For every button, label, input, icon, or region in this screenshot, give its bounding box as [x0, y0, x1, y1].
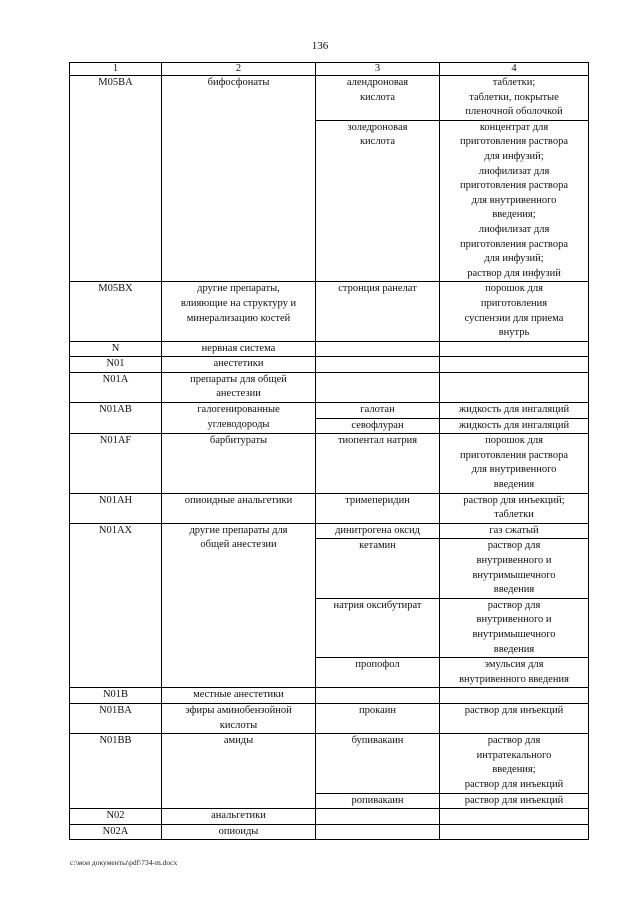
group-name: эфиры аминобензойной кислоты: [162, 703, 316, 733]
group-name: анестетики: [162, 357, 316, 373]
atc-code: N01A: [70, 372, 162, 402]
table-row: [70, 282, 589, 341]
drug-name: севофлуран: [316, 418, 440, 434]
drug-table: [69, 62, 589, 840]
table-row: [70, 403, 589, 419]
atc-code: N01AF: [70, 434, 162, 493]
drug-name: [316, 809, 440, 825]
drug-name: алендроновая кислота: [316, 76, 440, 121]
group-name: опиоиды: [162, 824, 316, 840]
table-row: [70, 434, 589, 493]
drug-name: [316, 688, 440, 704]
dosage-form: концентрат для приготовления раствора для инфузий; лиофилизат для приготовления раствора для внутривенного введения; лиофилизат для приготовления раствора для инфузий; раствор для инфузий: [440, 120, 589, 282]
dosage-form: [440, 372, 589, 402]
dosage-form: [440, 688, 589, 704]
table-row: [70, 809, 589, 825]
table-row: [70, 703, 589, 733]
drug-name: галотан: [316, 403, 440, 419]
dosage-form: таблетки; таблетки, покрытые пленочной оболочкой: [440, 76, 589, 121]
footer-file-path: c:\мои документы\pdf\734-m.docx: [70, 858, 178, 867]
dosage-form: [440, 357, 589, 373]
table-row: [70, 734, 589, 793]
header-col-3: 3: [316, 63, 440, 76]
drug-name: золедроновая кислота: [316, 120, 440, 282]
dosage-form: раствор для интратекального введения; раствор для инъекций: [440, 734, 589, 793]
atc-code: N01AX: [70, 523, 162, 688]
group-name: бифосфонаты: [162, 76, 316, 282]
atc-code: N02A: [70, 824, 162, 840]
header-col-1: 1: [70, 63, 162, 76]
drug-name: натрия оксибутират: [316, 598, 440, 657]
group-name: препараты для общей анестезии: [162, 372, 316, 402]
dosage-form: раствор для инъекций; таблетки: [440, 493, 589, 523]
group-name: другие препараты, влияющие на структуру и минерализацию костей: [162, 282, 316, 341]
dosage-form: порошок для приготовления суспензии для приема внутрь: [440, 282, 589, 341]
drug-name: стронция ранелат: [316, 282, 440, 341]
group-name: барбитураты: [162, 434, 316, 493]
table-row: [70, 341, 589, 357]
atc-code: N01BB: [70, 734, 162, 809]
drug-name: [316, 372, 440, 402]
drug-name: ропивакаин: [316, 793, 440, 809]
atc-code: M05BA: [70, 76, 162, 282]
table-row: [70, 372, 589, 402]
group-name: опиоидные анальгетики: [162, 493, 316, 523]
dosage-form: раствор для внутривенного и внутримышечного введения: [440, 539, 589, 598]
drug-name: динитрогена оксид: [316, 523, 440, 539]
dosage-form: жидкость для ингаляций: [440, 418, 589, 434]
dosage-form: газ сжатый: [440, 523, 589, 539]
atc-code: N02: [70, 809, 162, 825]
dosage-form: порошок для приготовления раствора для внутривенного введения: [440, 434, 589, 493]
group-name: нервная система: [162, 341, 316, 357]
group-name: другие препараты для общей анестезии: [162, 523, 316, 688]
group-name: галогенированные углеводороды: [162, 403, 316, 434]
drug-name: прокаин: [316, 703, 440, 733]
dosage-form: раствор для инъекций: [440, 703, 589, 733]
header-col-2: 2: [162, 63, 316, 76]
table-row: [70, 523, 589, 539]
atc-code: N01B: [70, 688, 162, 704]
page-number: 136: [311, 40, 329, 52]
atc-code: N01AH: [70, 493, 162, 523]
drug-name: [316, 357, 440, 373]
drug-name: тиопентал натрия: [316, 434, 440, 493]
atc-code: N01BA: [70, 703, 162, 733]
dosage-form: эмульсия для внутривенного введения: [440, 658, 589, 688]
dosage-form: [440, 809, 589, 825]
dosage-form: раствор для инъекций: [440, 793, 589, 809]
atc-code: M05BX: [70, 282, 162, 341]
atc-code: N01AB: [70, 403, 162, 434]
group-name: местные анестетики: [162, 688, 316, 704]
table-row: [70, 688, 589, 704]
drug-name: [316, 824, 440, 840]
atc-code: N: [70, 341, 162, 357]
drug-name: пропофол: [316, 658, 440, 688]
drug-name: кетамин: [316, 539, 440, 598]
dosage-form: [440, 341, 589, 357]
table-header-row: [70, 63, 589, 76]
header-col-4: 4: [440, 63, 589, 76]
table-row: [70, 493, 589, 523]
atc-code: N01: [70, 357, 162, 373]
group-name: анальгетики: [162, 809, 316, 825]
drug-name: бупивакаин: [316, 734, 440, 793]
table-row: [70, 824, 589, 840]
group-name: амиды: [162, 734, 316, 809]
drug-name: тримеперидин: [316, 493, 440, 523]
dosage-form: раствор для внутривенного и внутримышечного введения: [440, 598, 589, 657]
table-row: [70, 76, 589, 121]
dosage-form: жидкость для ингаляций: [440, 403, 589, 419]
drug-name: [316, 341, 440, 357]
dosage-form: [440, 824, 589, 840]
table-row: [70, 357, 589, 373]
